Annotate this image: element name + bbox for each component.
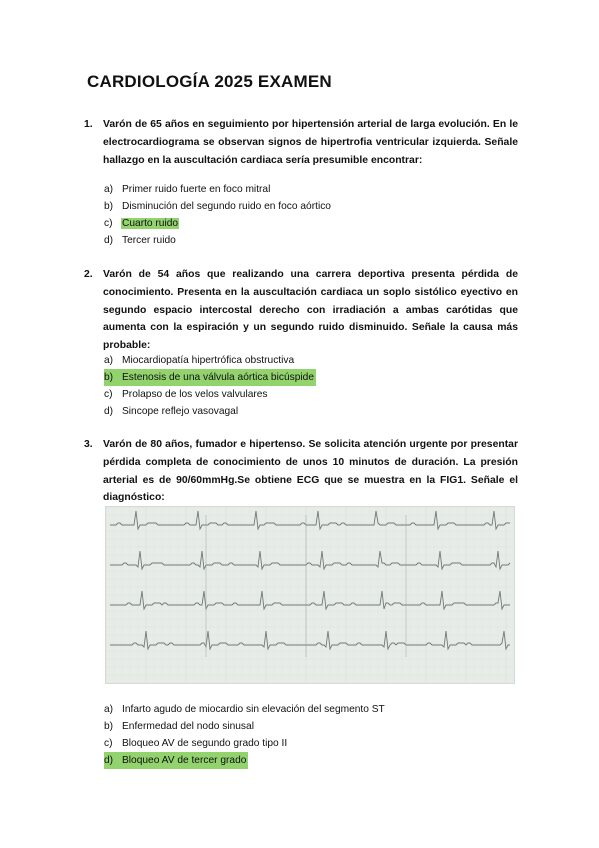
option-b-correct[interactable]: b) Estenosis de una válvula aórtica bicúspide: [104, 369, 316, 386]
question-number: 1.: [84, 119, 93, 130]
question-2: [84, 266, 518, 355]
option-d[interactable]: d) Tercer ruido: [104, 235, 176, 246]
question-stem: Varón de 65 años en seguimiento por hipertensión arterial de larga evolución. En le electrocardiograma se observan signos de hipertrofia ventricular izquierda. Señale hallazgo en la auscultación cardiaca sería presumible encontrar:: [103, 119, 518, 166]
option-d[interactable]: d) Sincope reflejo vasovagal: [104, 406, 239, 417]
options-q3: [104, 701, 386, 769]
option-c[interactable]: c) Prolapso de los velos valvulares: [104, 389, 268, 400]
question-3: [84, 436, 518, 507]
question-stem: Varón de 54 años que realizando una carrera deportiva presenta pérdida de conocimiento. Presenta en la auscultación cardiaca un soplo sistólico eyectivo en segundo espacio intercostal derecho con irradiación a ambas carótidas que aumenta con la espiración y un segundo ruido disminuido. Señale la causa más probable:: [103, 269, 518, 352]
option-b[interactable]: b) Enfermedad del nodo sinusal: [104, 721, 254, 732]
question-1: [84, 116, 518, 169]
question-number: 3.: [84, 439, 93, 450]
option-a[interactable]: a) Miocardiopatía hipertrófica obstructiva: [104, 355, 295, 366]
ecg-grid: [106, 507, 514, 683]
option-b[interactable]: b) Disminución del segundo ruido en foco aórtico: [104, 201, 331, 212]
question-stem: Varón de 80 años, fumador e hipertenso. Se solicita atención urgente por presentar pérdida completa de conocimiento de unos 10 minutos de duración. La presión arterial es de 90/60mmHg.Se obtiene ECG que se muestra en la FIG1. Señale el diagnóstico:: [103, 439, 518, 504]
ecg-trace-image: [106, 507, 514, 683]
options-q2: [104, 352, 316, 420]
option-a[interactable]: a) Primer ruido fuerte en foco mitral: [104, 184, 271, 195]
page-title: CARDIOLOGÍA 2025 EXAMEN: [87, 72, 332, 91]
option-d-correct[interactable]: d) Bloqueo AV de tercer grado: [104, 752, 248, 769]
options-q1: [104, 181, 332, 249]
ecg-figure: [105, 506, 515, 684]
question-number: 2.: [84, 269, 93, 280]
option-c-correct[interactable]: c) Cuarto ruido: [104, 218, 179, 229]
option-c[interactable]: c) Bloqueo AV de segundo grado tipo II: [104, 738, 288, 749]
option-a[interactable]: a) Infarto agudo de miocardio sin elevación del segmento ST: [104, 704, 385, 715]
